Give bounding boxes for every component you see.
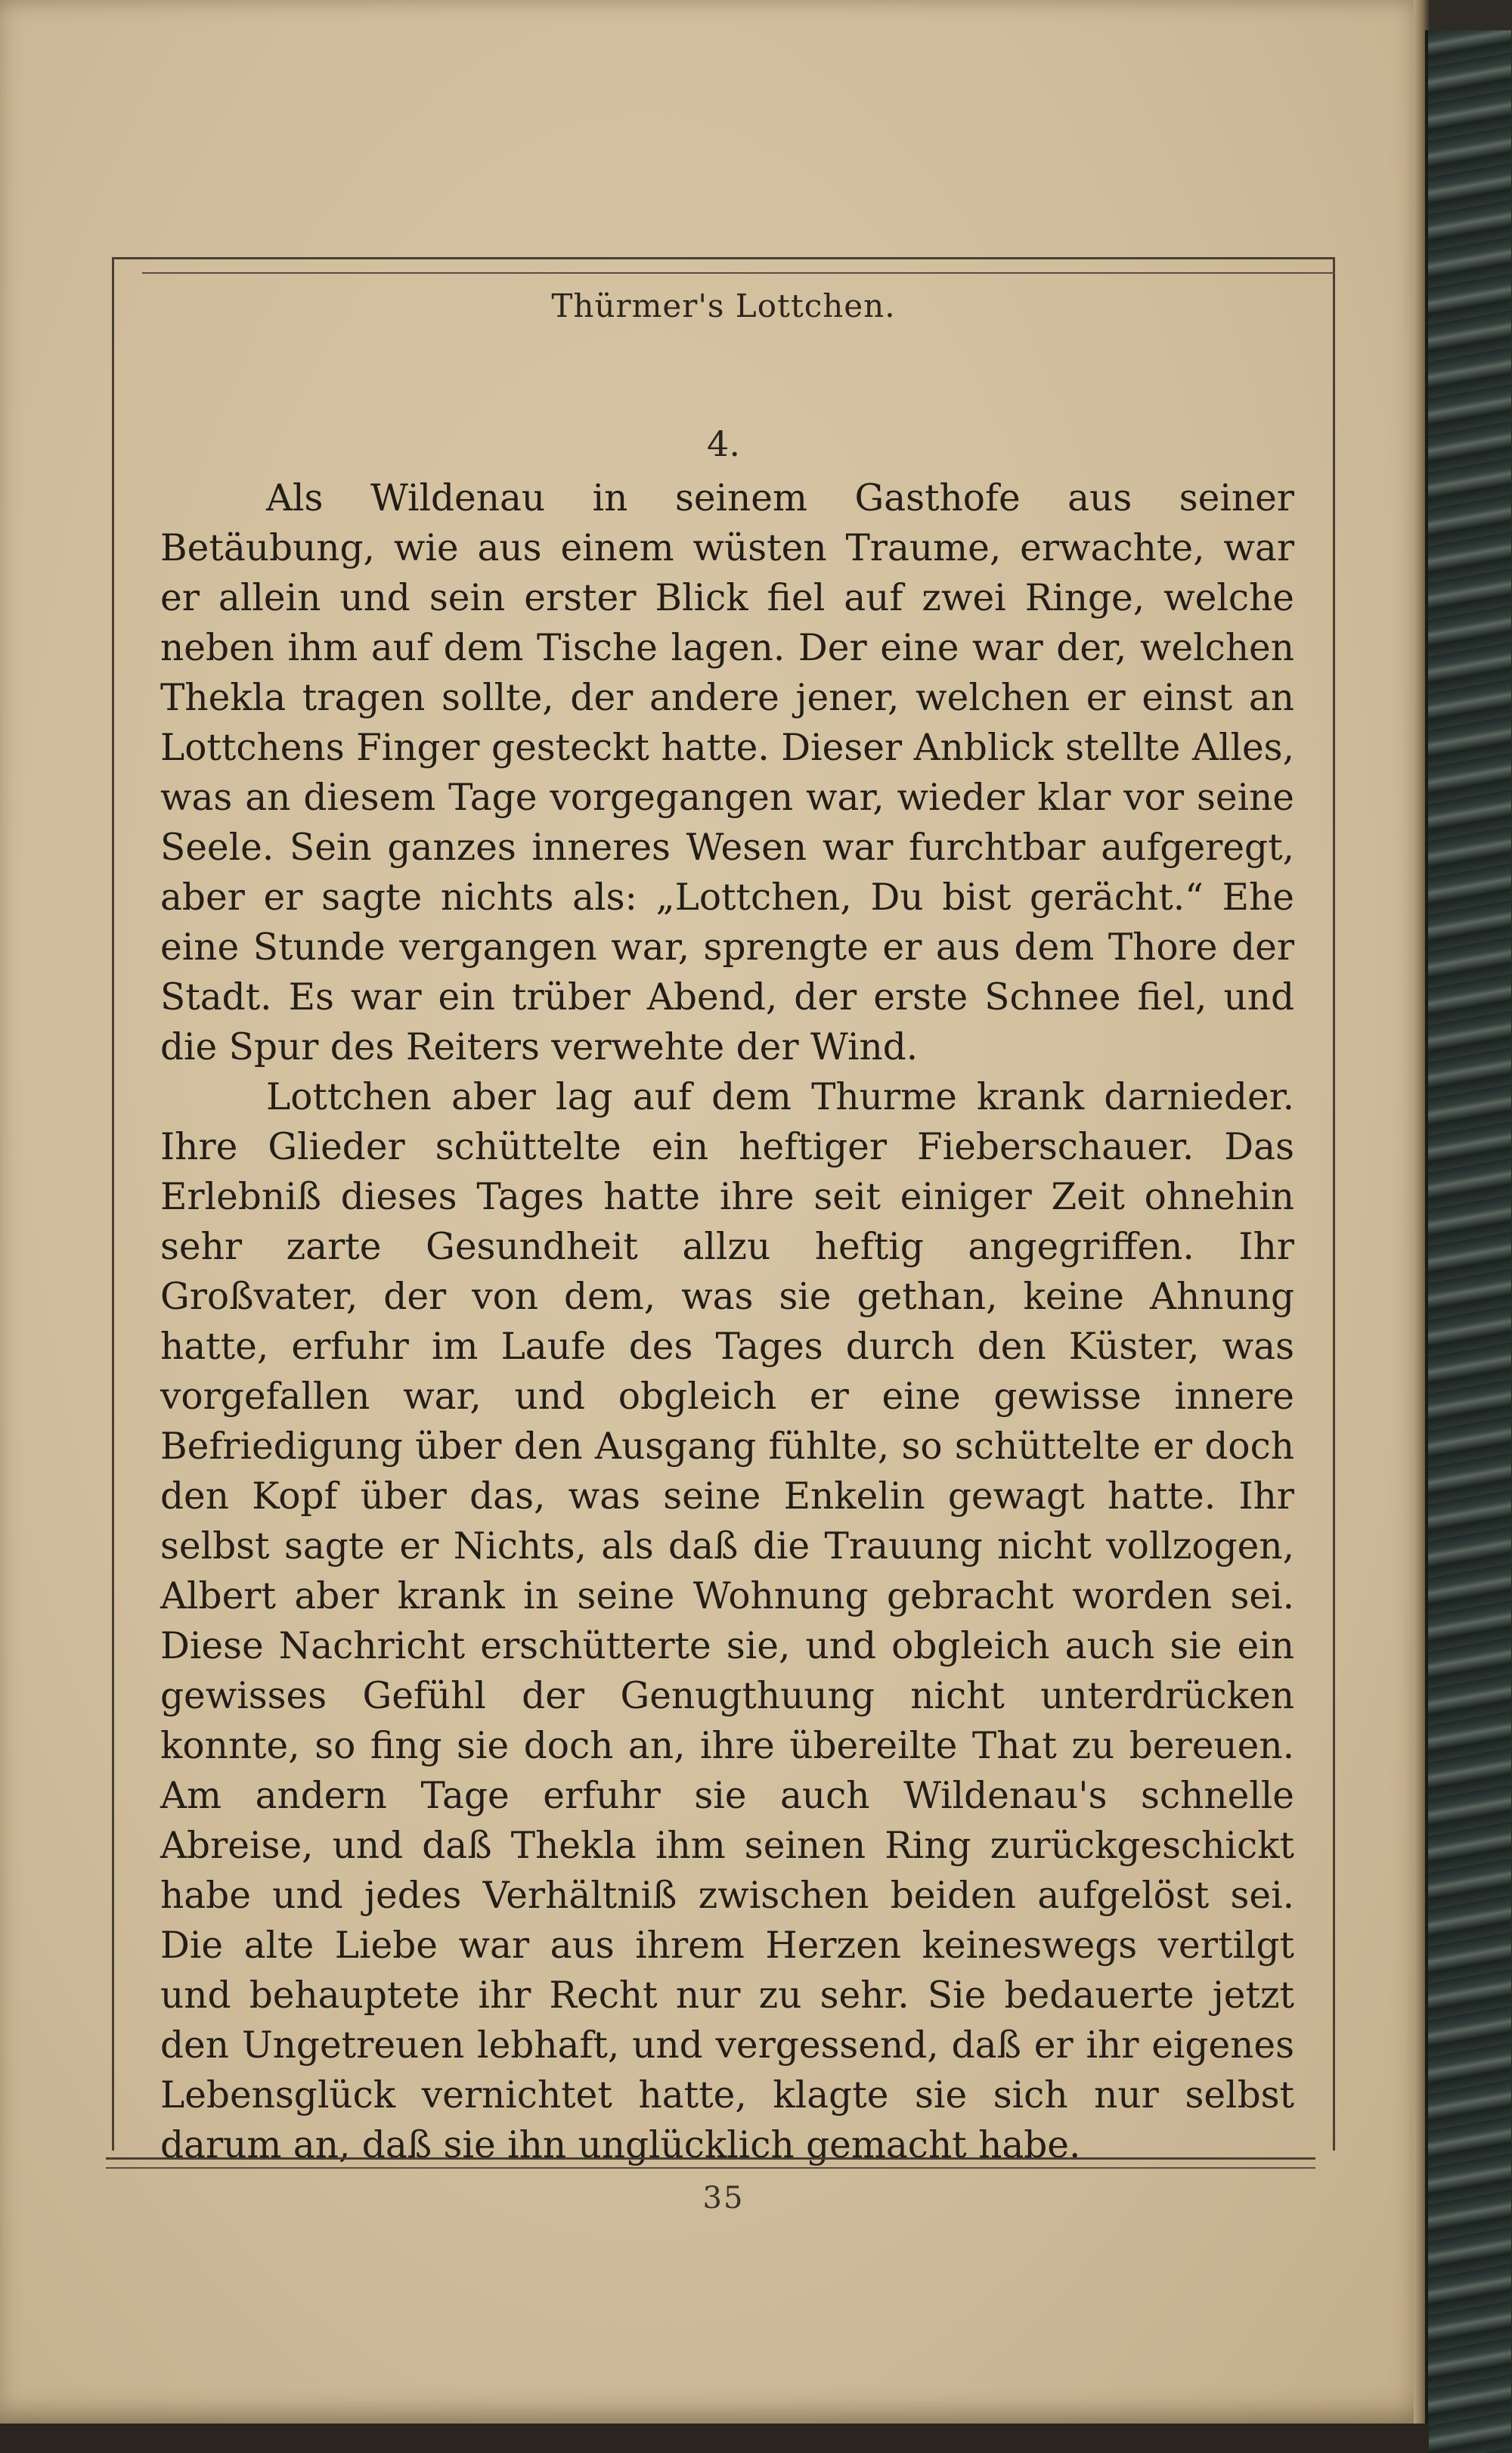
paragraph-1: Als Wildenau in seinem Gasthofe aus seiner Betäubung, wie aus einem wüsten Traume, erwachte, war er allein und sein erster Blick fiel auf zwei Ringe, welche neben ihm auf dem Tische lagen. Der eine war der, welchen Thekla tragen sollte, der andere jener, welchen er einst an Lottchens Finger gesteckt hatte. Dieser Anblick stellte Alles, was an diesem Tage vorgegangen war, wieder klar vor seine Seele. Sein ganzes inneres Wesen war furchtbar aufgeregt, aber er sagte nichts als: „Lottchen, Du bist gerächt.“ Ehe eine Stunde vergangen war, sprengte er aus dem Thore der Stadt. Es war ein trüber Abend, der erste Schnee fiel, und die Spur des Reiters verwehte der Wind. (160, 477, 1294, 1068)
header-rule (142, 272, 1335, 274)
footer-rule (106, 2157, 1315, 2160)
page-number: 35 (702, 2181, 745, 2216)
book-binding (1425, 30, 1511, 2453)
chapter-number: 4. (707, 423, 740, 464)
page-bottom-shadow (0, 2424, 1429, 2453)
running-head: Thürmer's Lottchen. (551, 287, 896, 324)
footer-rule-inner (106, 2167, 1315, 2169)
paragraph-2: Lottchen aber lag auf dem Thurme krank darnieder. Ihre Glieder schüttelte ein heftiger Fieberschauer. Das Erlebniß dieses Tages hatte ihre seit einiger Zeit ohnehin sehr zarte Gesundheit allzu heftig angegriffen. Ihr Großvater, der von dem, was sie gethan, keine Ahnung hatte, erfuhr im Laufe des Tages durch den Küster, was vorgefallen war, und obgleich er eine gewisse innere Befriedigung über den Ausgang fühlte, so schüttelte er doch den Kopf über das, was seine Enkelin gewagt hatte. Ihr selbst sagte er Nichts, als daß die Trauung nicht vollzogen, Albert aber krank in seine Wohnung gebracht worden sei. Diese Nachricht erschütterte sie, und obgleich auch sie ein gewisses Gefühl der Genugthuung nicht unterdrücken konnte, so fing sie doch an, ihre übereilte That zu bereuen. Am andern Tage erfuhr sie auch Wildenau's schnelle Abreise, und daß Thekla ihm seinen Ring zurückgeschickt habe und jedes Verhältniß zwischen beiden aufgelöst sei. Die alte Liebe war aus ihrem Herzen keineswegs vertilgt und behauptete ihr Recht nur zu sehr. Sie bedauerte jetzt den Ungetreuen lebhaft, und vergessend, daß er ihr eigenes Lebensglück vernichtet hatte, klagte sie sich nur selbst darum an, daß sie ihn unglücklich gemacht habe. (160, 1076, 1294, 2166)
body-text (160, 473, 1294, 2170)
